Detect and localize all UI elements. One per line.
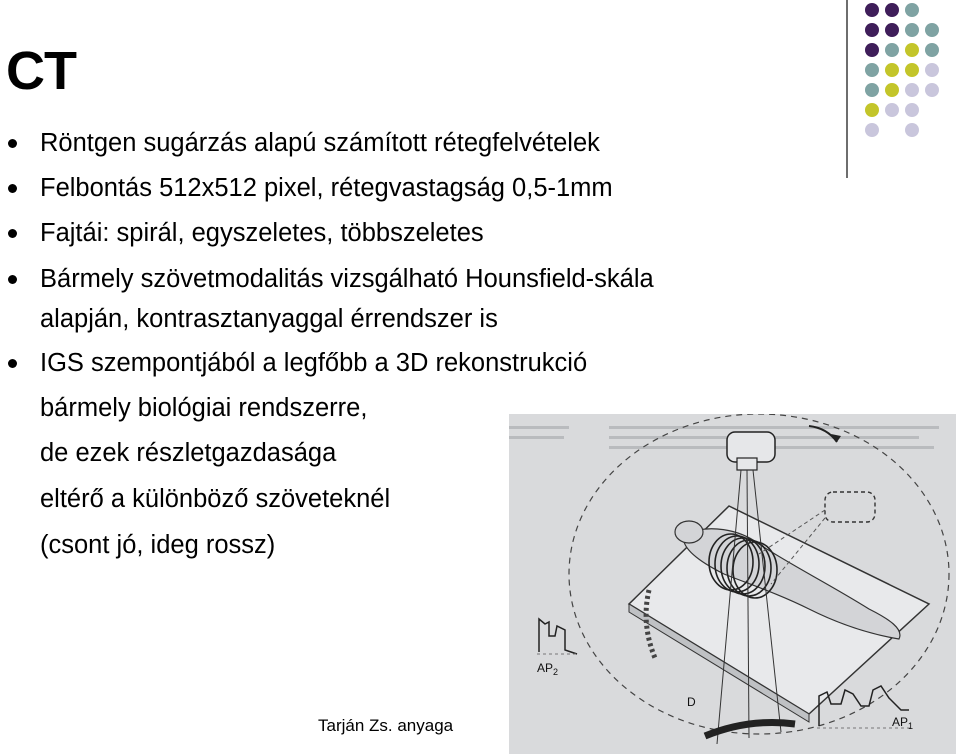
decorative-dot xyxy=(905,63,919,77)
bullet-icon xyxy=(8,359,17,368)
svg-text:AP1: $AP_1$ xyxy=(892,715,914,731)
list-item-text: bármely biológiai rendszerre, xyxy=(40,394,368,422)
list-item xyxy=(40,128,600,158)
list-item xyxy=(40,264,654,294)
decorative-dot xyxy=(885,103,899,117)
list-item-text: IGS szempontjából a legfőbb a 3D rekonstrukció xyxy=(40,349,588,377)
decorative-dot xyxy=(885,83,899,97)
list-item-continuation xyxy=(40,304,498,334)
decorative-dot xyxy=(865,103,879,117)
list-item-text: eltérő a különböző szöveteknél xyxy=(40,485,391,513)
vertical-divider xyxy=(846,0,848,178)
decorative-dot xyxy=(865,123,879,137)
decorative-dot xyxy=(885,43,899,57)
svg-text:AP2: $AP_2$ xyxy=(537,661,559,677)
decorative-dot xyxy=(865,63,879,77)
ct-scanner-illustration xyxy=(509,414,956,754)
list-item xyxy=(40,173,613,203)
decorative-dot xyxy=(905,23,919,37)
ct-scanner-drawing xyxy=(509,414,956,754)
list-item-text: alapján, kontrasztanyaggal érrendszer is xyxy=(40,305,498,333)
list-item-text: Fajtái: spirál, egyszeletes, többszeletes xyxy=(40,219,484,247)
list-item-text: Röntgen sugárzás alapú számított rétegfelvételek xyxy=(40,129,600,157)
decorative-dot xyxy=(905,103,919,117)
decorative-dot xyxy=(925,63,939,77)
source-credit: Tarján Zs. anyaga xyxy=(318,716,454,735)
list-item xyxy=(40,218,484,248)
bullet-icon xyxy=(8,139,17,148)
list-item-text: de ezek részletgazdasága xyxy=(40,439,337,467)
bullet-icon xyxy=(8,275,17,284)
decorative-dot xyxy=(925,43,939,57)
decorative-dot xyxy=(885,23,899,37)
list-item xyxy=(40,348,587,378)
decorative-dot xyxy=(865,83,879,97)
decorative-dot xyxy=(905,83,919,97)
decorative-dot xyxy=(885,3,899,17)
decorative-dot xyxy=(865,43,879,57)
detector-label: D xyxy=(687,695,696,709)
list-item-continuation xyxy=(40,530,275,560)
decorative-dot xyxy=(905,123,919,137)
decorative-dot xyxy=(905,3,919,17)
list-item-text: (csont jó, ideg rossz) xyxy=(40,531,276,559)
decorative-dot xyxy=(865,23,879,37)
decorative-dot xyxy=(925,23,939,37)
list-item-continuation xyxy=(40,484,390,514)
list-item-text: Bármely szövetmodalitás vizsgálható Hounsfield-skála xyxy=(40,265,654,293)
list-item-text: Felbontás 512x512 pixel, rétegvastagság 0,5-1mm xyxy=(40,174,613,202)
bullet-icon xyxy=(8,229,17,238)
decorative-dot xyxy=(925,83,939,97)
decorative-dot xyxy=(865,3,879,17)
bullet-icon xyxy=(8,184,17,193)
list-item-continuation xyxy=(40,393,367,423)
decorative-dot-grid xyxy=(860,0,959,180)
decorative-dot xyxy=(905,43,919,57)
decorative-dot xyxy=(885,63,899,77)
list-item-continuation xyxy=(40,438,336,468)
slide-title: CT xyxy=(6,41,76,101)
